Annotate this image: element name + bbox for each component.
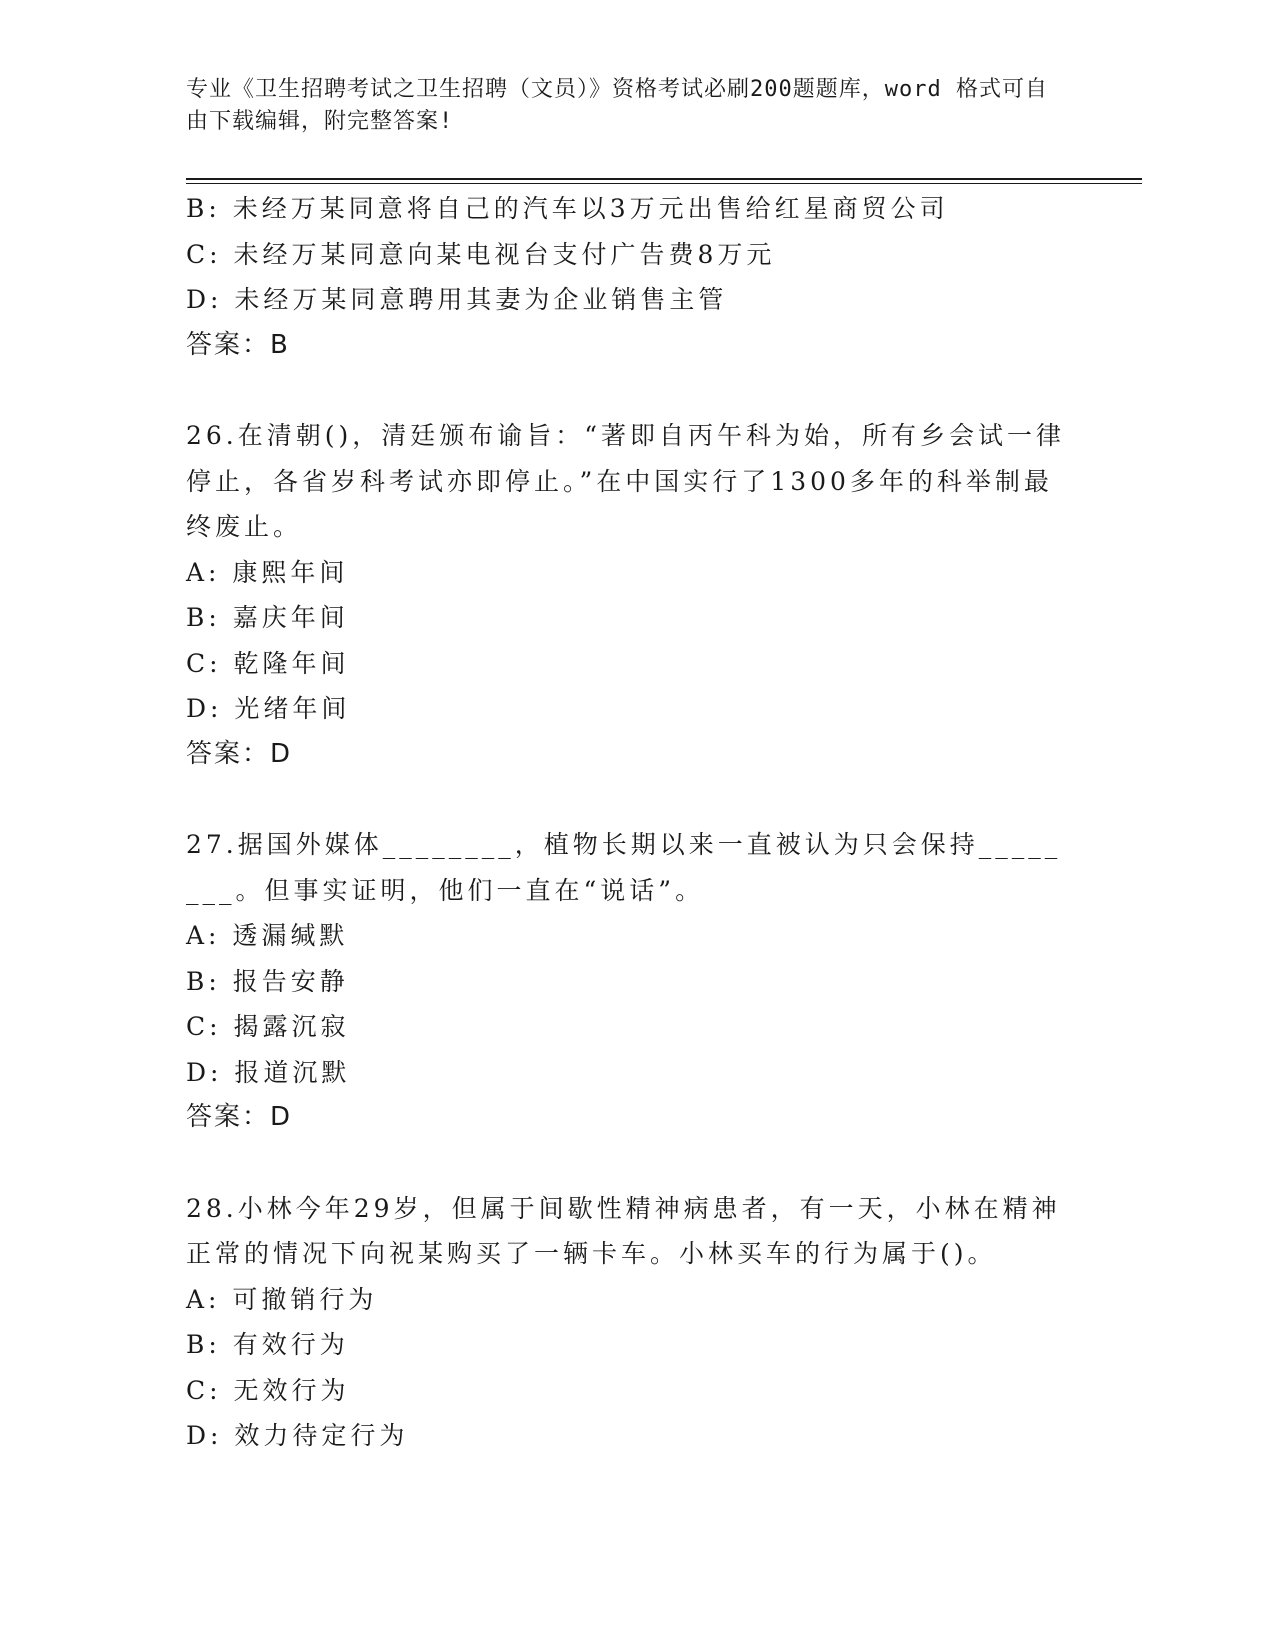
answer-line: 答案：B <box>186 329 290 360</box>
question-list <box>186 186 1066 1459</box>
option-b: B: 嘉庆年间 <box>186 603 349 632</box>
question-stem: 27.据国外媒体________，植物长期以来一直被认为只会保持________。但事实证明，他们一直在“说话”。 <box>186 830 1062 905</box>
option-c: C: 无效行为 <box>186 1375 350 1405</box>
option-d: D: 未经万某同意聘用其妻为企业销售主管 <box>186 285 728 314</box>
option-b: B: 报告安静 <box>186 966 349 996</box>
option-a: A: 可撤销行为 <box>186 1284 378 1314</box>
question-stem: 28.小林今年29岁，但属于间歇性精神病患者，有一天，小林在精神正常的情况下向祝某购买了一辆卡车。小林买车的行为属于()。 <box>186 1193 1061 1268</box>
option-d: D: 光绪年间 <box>186 694 351 723</box>
option-a: A: 康熙年间 <box>186 557 349 587</box>
option-d: D: 效力待定行为 <box>186 1421 409 1450</box>
option-b: B: 未经万某同意将自己的汽车以3万元出售给红星商贸公司 <box>186 194 949 223</box>
question-27 <box>186 822 1066 1141</box>
option-c: C: 揭露沉寂 <box>186 1012 350 1041</box>
answer-line: 答案：D <box>186 738 293 769</box>
document-header: 专业《卫生招聘考试之卫生招聘（文员）》资格考试必刷200题题库，word 格式可自由下载编辑，附完整答案! <box>186 77 1048 134</box>
header-rule <box>186 178 1142 180</box>
question-25 <box>186 186 1066 368</box>
option-b: B: 有效行为 <box>186 1330 349 1359</box>
question-26 <box>186 413 1066 777</box>
header-rule-thin <box>186 183 1142 184</box>
option-c: C: 乾隆年间 <box>186 648 350 678</box>
question-28 <box>186 1186 1066 1459</box>
option-c: C: 未经万某同意向某电视台支付广告费8万元 <box>186 239 776 269</box>
answer-line: 答案：D <box>186 1102 293 1132</box>
question-stem: 26.在清朝()，清廷颁布谕旨：“著即自丙午科为始，所有乡会试一律停止，各省岁科考试亦即停止。”在中国实行了1300多年的科举制最终废止。 <box>186 421 1066 541</box>
option-d: D: 报道沉默 <box>186 1057 351 1087</box>
option-a: A: 透漏缄默 <box>186 921 349 950</box>
